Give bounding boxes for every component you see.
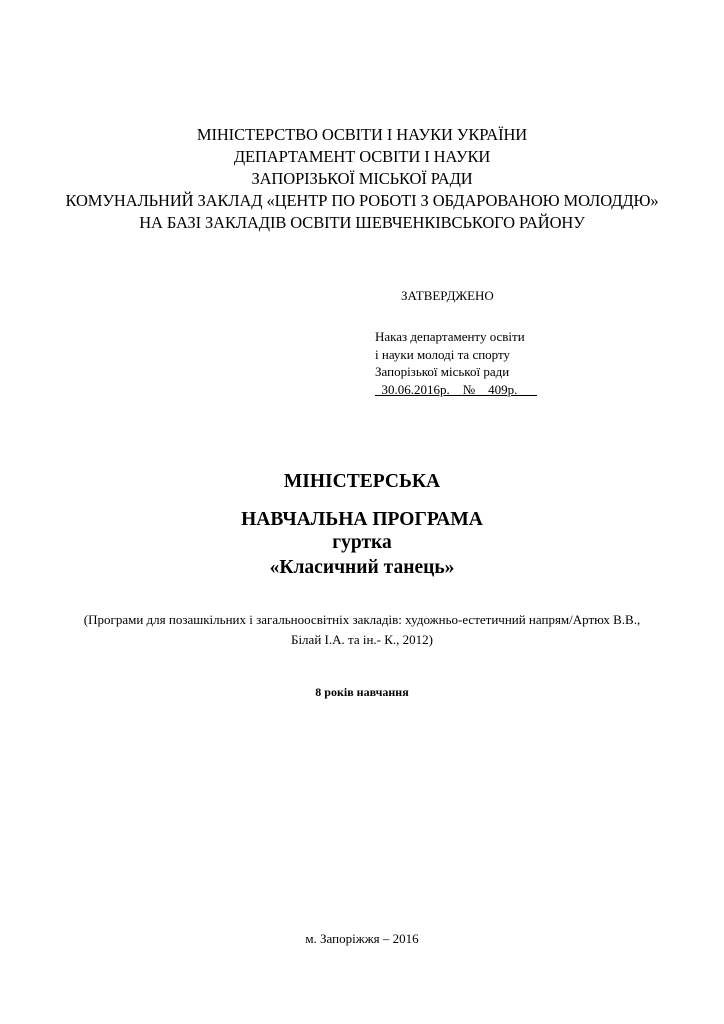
approved-label: ЗАТВЕРДЖЕНО bbox=[401, 288, 494, 303]
header-line-institution: КОМУНАЛЬНИЙ ЗАКЛАД «ЦЕНТР ПО РОБОТІ З ОБДАРОВАНОЮ МОЛОДДЮ» bbox=[65, 191, 659, 210]
header-line-ministry: МІНІСТЕРСТВО ОСВІТИ І НАУКИ УКРАЇНИ bbox=[196, 125, 528, 144]
program-title-main: НАВЧАЛЬНА ПРОГРАМА bbox=[241, 509, 483, 530]
source-line-2: Білай І.А. та ін.- К., 2012) bbox=[290, 632, 434, 647]
header-line-city-council: ЗАПОРІЗЬКОЇ МІСЬКОЇ РАДИ bbox=[251, 169, 473, 188]
order-line-3: Запорізької міської ради bbox=[375, 364, 510, 379]
program-title-ministerial: МІНІСТЕРСЬКА bbox=[283, 471, 441, 492]
order-line-2: і науки молоді та спорту bbox=[375, 346, 511, 362]
header-line-district: НА БАЗІ ЗАКЛАДІВ ОСВІТИ ШЕВЧЕНКІВСЬКОГО РАЙОНУ bbox=[139, 213, 585, 232]
order-date-number bbox=[375, 381, 537, 399]
program-title-club: гуртка bbox=[332, 532, 392, 553]
city-year-footer: м. Запоріжжя – 2016 bbox=[305, 931, 419, 946]
order-date-number-text: _30.06.2016р.__№__409р.___ bbox=[375, 381, 537, 397]
approval-order-block bbox=[375, 328, 537, 398]
program-title-name: «Класичний танець» bbox=[269, 557, 455, 578]
source-line-1: (Програми для позашкільних і загальноосвітніх закладів: художньо-естетичний напрям/Артюх В.В., bbox=[83, 612, 641, 627]
header-line-department: ДЕПАРТАМЕНТ ОСВІТИ І НАУКИ bbox=[233, 147, 491, 166]
source-reference bbox=[0, 610, 724, 650]
institution-header bbox=[0, 124, 724, 234]
study-duration: 8 років навчання bbox=[315, 685, 409, 699]
order-line-1: Наказ департаменту освіти bbox=[375, 329, 525, 344]
